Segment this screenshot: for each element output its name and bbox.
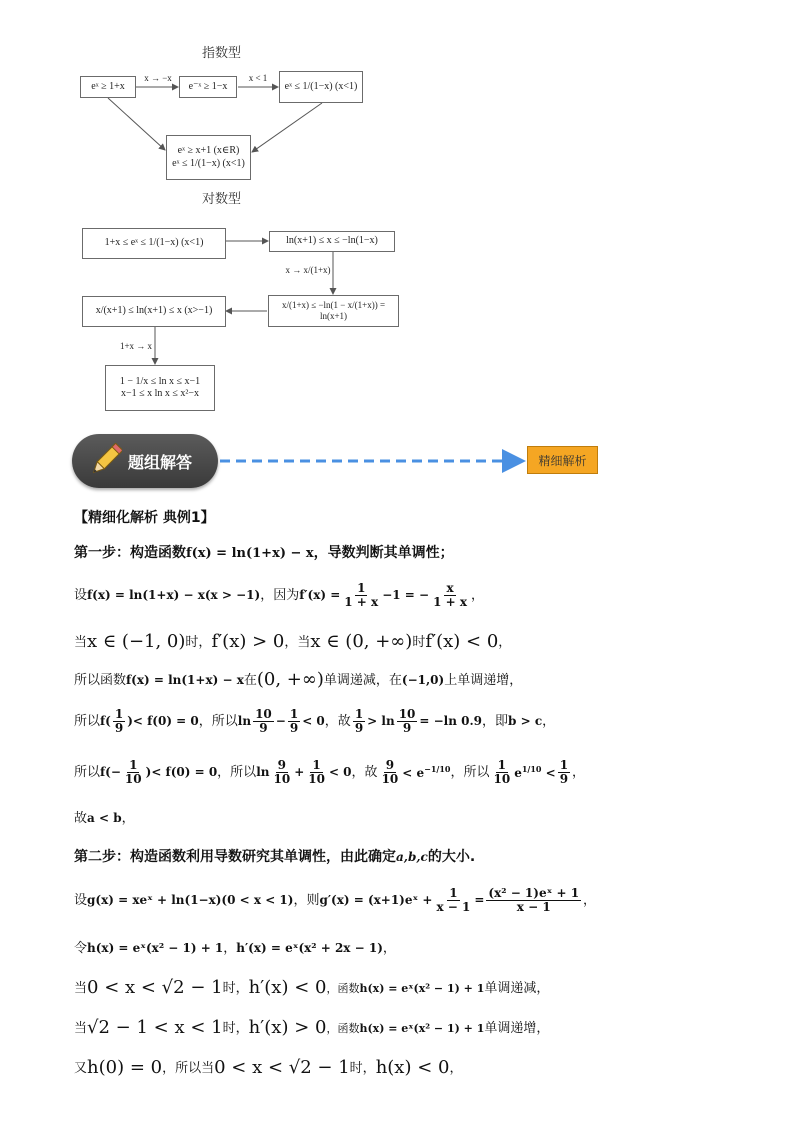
l4-d: ，即 [482, 713, 509, 729]
l3-f: f(x) = ln(1+x) − x [126, 673, 244, 687]
exp-box-4-line1: eˣ ≥ x+1 (x∈R) [177, 145, 240, 156]
detailed-analysis-button[interactable]: 精细解析 [527, 446, 598, 474]
l4-m3: = −ln 0.9 [419, 714, 483, 728]
l7-g: g(x) = xeˣ + ln(1−x)(0 < x < 1) [87, 893, 294, 907]
frac-1-9-c: $\frac{1}{9}$ [354, 706, 364, 735]
step1-function: f(x) = ln(1+x) − x [186, 546, 314, 561]
line-g-derivative: 设 g(x) = xeˣ + ln(1−x)(0 < x < 1) ，则 g′(x) = (x+1)eˣ + $\frac{1}{x - 1}$ = $\frac{\text{(x² − 1)eˣ + 1}}{x - 1}$ ， [74, 885, 597, 914]
log-box-2: ln(x+1) ≤ x ≤ −ln(1−x) [269, 231, 395, 252]
l10-a: 当 [74, 1020, 88, 1036]
l4-m2: < 0 [302, 714, 325, 728]
l1-a: 设 [74, 587, 88, 603]
log-box-1: 1+x ≤ eˣ ≤ 1/(1−x) (x<1) [82, 228, 226, 259]
l5-b: ，所以 [217, 764, 257, 780]
l11-m2: 0 < x < √2 − 1 [214, 1057, 350, 1078]
l4-e: ， [542, 713, 556, 729]
exp-box-4-line2: eˣ ≤ 1/(1−x) (x<1) [172, 157, 245, 169]
l2-b: 时， [185, 634, 212, 650]
l10-b: 时， [222, 1020, 249, 1036]
dashed-arrow [0, 0, 794, 500]
l3-d: 上单调递增， [444, 672, 523, 688]
l7-b: ，则 [293, 892, 320, 908]
step2-label: 第二步：构造函数利用导数研究其单调性，由此确定 [74, 849, 396, 865]
step2-vars: a,b,c [396, 850, 428, 864]
l2-m2: f′(x) > 0 [211, 631, 285, 652]
frac-10-9-b: $\frac{10}{9}$ [398, 706, 416, 735]
exp-box-1: eˣ ≥ 1+x [80, 76, 136, 98]
l11-d: ， [449, 1060, 463, 1076]
l8-c: ， [382, 941, 396, 956]
frac-1-10-c: $\frac{1}{10}$ [493, 757, 511, 786]
l8-h: h(x) = eˣ(x² − 1) + 1 [87, 941, 224, 955]
l3-b: 在 [243, 672, 257, 688]
l10-m2: h′(x) > 0 [248, 1017, 327, 1038]
exp-arrow-label-2: x < 1 [248, 73, 268, 83]
l11-a: 又 [74, 1060, 88, 1076]
l9-m1: 0 < x < √2 − 1 [87, 977, 223, 998]
l6-b: ， [121, 811, 135, 826]
line-a-less-b [74, 812, 135, 825]
line-h-zero [74, 1056, 462, 1080]
l5-d: ，所以 [450, 764, 490, 780]
frac-9-10-a: $\frac{9}{10}$ [273, 757, 291, 786]
l1-tail: ， [471, 587, 485, 603]
l3-i: (−1,0) [401, 673, 445, 687]
frac-1-over-1px: $\frac{1}{1 + x}$ [344, 580, 379, 609]
l7-tail: ， [583, 892, 597, 908]
frac-1-10-a: $\frac{1}{10}$ [124, 757, 142, 786]
l2-d: 时 [412, 634, 426, 650]
l6-a: 故 [74, 811, 88, 826]
l8-a: 令 [74, 941, 88, 956]
frac-x-over-1px: $\frac{x}{1 + x}$ [433, 580, 467, 609]
l6-m: a < b [87, 811, 122, 825]
l10-d: 单调递增， [484, 1020, 550, 1036]
log-box-5-line1: 1 − 1/x ≤ ln x ≤ x−1 [119, 375, 201, 387]
l2-c: ，当 [284, 634, 311, 650]
caption-exponential: 指数型 [202, 46, 242, 61]
solution-heading: 【精细化解析 典例1】 [74, 510, 215, 526]
l9-d: 单调递减， [484, 980, 550, 996]
frac-1-over-xm1: $\frac{1}{x - 1}$ [436, 885, 471, 914]
l4-c: ，故 [324, 713, 351, 729]
l2-e: ， [498, 634, 512, 650]
l2-m4: f′(x) < 0 [425, 631, 499, 652]
line-h-increasing [74, 1016, 549, 1040]
l7-gp: g′(x) = (x+1)eˣ + [319, 893, 433, 907]
exp-box-2: e⁻ˣ ≥ 1−x [179, 76, 237, 98]
line-monotonic-intervals [74, 630, 511, 654]
exp-arrow-label-1: x → −x [144, 73, 172, 83]
exp-box-3: eˣ ≤ 1/(1−x) (x<1) [279, 71, 363, 103]
line-derivative [74, 580, 484, 610]
l11-b: ，所以当 [162, 1060, 215, 1076]
l11-m1: h(0) = 0 [87, 1057, 163, 1078]
l1-b: ，因为 [260, 587, 300, 603]
l2-m3: x ∈ (0, +∞) [310, 631, 413, 652]
l11-m3: h(x) < 0 [375, 1057, 450, 1078]
log-box-5-line2: x−1 ≤ x ln x ≤ x²−x [120, 388, 200, 399]
l10-c: ，函数 [326, 1021, 360, 1035]
step2-line [74, 850, 475, 864]
l8-hp: h′(x) = eˣ(x² + 2x − 1) [236, 941, 383, 955]
l1-d: f′(x) = [299, 588, 341, 602]
l5-m1: < f(0) = 0 [151, 765, 218, 779]
step1-tail: ，导数判断其单调性； [313, 545, 454, 561]
l4-a: 所以 [74, 713, 101, 729]
l9-a: 当 [74, 980, 88, 996]
step2-tail: 的大小. [427, 849, 476, 865]
line-compare-b-c: 所以 f( $\frac{1}{9}$ ) < f(0) = 0 ，所以 ln $\frac{10}{9}$ − $\frac{1}{9}$ < 0 ，故 $\frac{1}{9}$ > ln $\frac{10}{9}$ = −ln 0.9 ，即 b > c ， [74, 706, 556, 735]
step1-label: 第一步：构造函数 [74, 545, 186, 561]
l10-h: h(x) = eˣ(x² − 1) + 1 [359, 1021, 485, 1035]
line-h-def [74, 942, 396, 955]
l5-m2: < 0 [328, 765, 352, 779]
frac-9-10-b: $\frac{9}{10}$ [381, 757, 399, 786]
line-monotonic-conclusion [74, 668, 522, 692]
frac-1-9-d: $\frac{1}{9}$ [559, 757, 569, 786]
l7-a: 设 [74, 892, 88, 908]
l10-m1: √2 − 1 < x < 1 [87, 1017, 223, 1038]
line-compare-a-b: 所以 f(− $\frac{1}{10}$ ) < f(0) = 0 ，所以 ln $\frac{9}{10}$ + $\frac{1}{10}$ < 0 ，故 $\frac{9}{10}$ < $e^{-1/10}$ ，所以 $\frac{1}{10}$ $e^{1/10}$ < $\frac{1}{9}$ ， [74, 757, 586, 786]
l4-m4: b > c [508, 714, 543, 728]
caption-logarithmic: 对数型 [202, 192, 242, 207]
l3-c: 单调递减，在 [323, 672, 402, 688]
step1-line [74, 546, 454, 560]
frac-1-9-b: $\frac{1}{9}$ [289, 706, 299, 735]
l5-e: ， [572, 764, 586, 780]
l9-h: h(x) = eˣ(x² − 1) + 1 [359, 981, 485, 995]
l1-f: f(x) = ln(1+x) − x(x > −1) [87, 588, 261, 602]
l9-m2: h′(x) < 0 [248, 977, 327, 998]
l9-b: 时， [222, 980, 249, 996]
log-arrow-label-1: x → x/(1+x) [285, 265, 331, 275]
l4-b: ，所以 [198, 713, 238, 729]
l4-m1: < f(0) = 0 [132, 714, 199, 728]
line-h-decreasing [74, 976, 549, 1000]
log-box-4: x/(x+1) ≤ ln(x+1) ≤ x (x>−1) [82, 296, 226, 327]
l3-a: 所以函数 [74, 672, 127, 688]
l3-m: (0, +∞) [256, 669, 324, 690]
l11-c: 时， [349, 1060, 376, 1076]
l5-c: ，故 [351, 764, 378, 780]
log-box-3: x/(1+x) ≤ −ln(1 − x/(1+x)) = ln(x+1) [268, 295, 399, 327]
l1-e: −1 = − [382, 588, 430, 602]
l2-a: 当 [74, 634, 88, 650]
frac-big: $\frac{\text{(x² − 1)eˣ + 1}}{x - 1}$ [488, 885, 580, 914]
l8-b: ， [223, 941, 237, 956]
section-pill-label: 题组解答 [128, 452, 193, 472]
l2-m1: x ∈ (−1, 0) [87, 631, 186, 652]
l9-c: ，函数 [326, 981, 360, 995]
frac-1-9-a: $\frac{1}{9}$ [114, 706, 124, 735]
frac-1-10-b: $\frac{1}{10}$ [308, 757, 325, 786]
l5-a: 所以 [74, 764, 101, 780]
log-arrow-label-2: 1+x → x [119, 341, 153, 351]
frac-10-9-a: $\frac{10}{9}$ [255, 706, 272, 735]
